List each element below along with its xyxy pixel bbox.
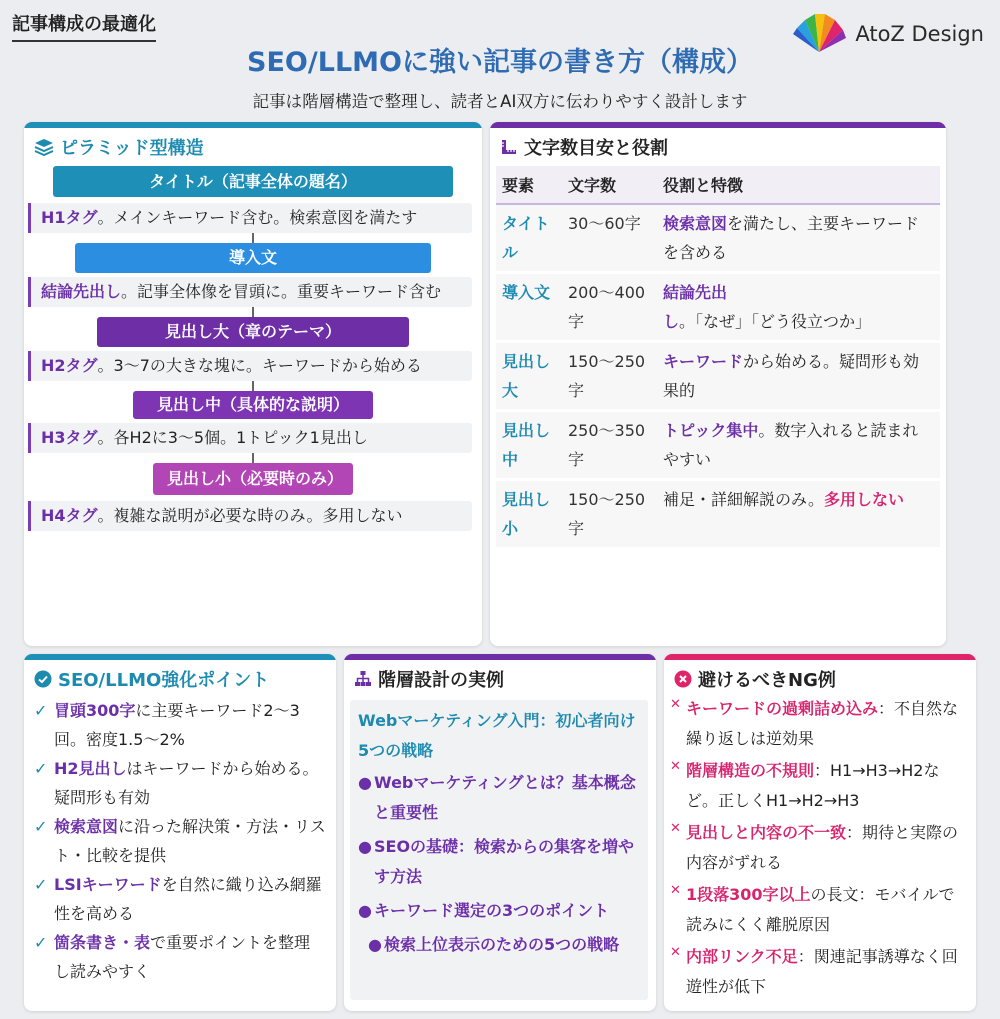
table-cell-role: キーワードから始める。疑問形も効果的	[657, 342, 940, 411]
table-cell-role: 検索意図を満たし、主要キーワードを含める	[657, 204, 940, 273]
length-table-card	[490, 122, 946, 646]
bullet-icon: ●	[368, 935, 382, 954]
list-item: ✓ 冒頭300字に主要キーワード2〜3回。密度1.5〜2%	[34, 696, 326, 754]
layers-icon	[34, 138, 54, 156]
ng-examples-card	[664, 654, 976, 1011]
table-cell-element: タイトル	[496, 204, 562, 273]
pyramid-desc-intro: 結論先出し。記事全体像を冒頭に。重要キーワード含む	[28, 277, 472, 307]
list-item: ✓ LSIキーワードを自然に織り込み網羅性を高める	[34, 870, 326, 928]
table-header: 要素	[496, 166, 562, 204]
list-item: ✕ 階層構造の不規則：H1→H3→H2など。正しくH1→H2→H3	[670, 756, 966, 816]
check-icon: ✓	[34, 759, 48, 778]
table-cell-role: 結論先出し。「なぜ」「どう役立つか」	[657, 273, 940, 342]
x-circle-icon	[674, 670, 692, 688]
x-icon: ✕	[670, 945, 681, 960]
check-icon: ✓	[34, 933, 48, 952]
pyramid-desc-h1: H1タグ。メインキーワード含む。検索意図を満たす	[28, 203, 472, 233]
check-icon: ✓	[34, 817, 48, 836]
list-item: ● Webマーケティングとは？基本概念と重要性	[358, 768, 640, 828]
list-item: ✕ 1段落300字以上の長文：モバイルで読みにくく離脱原因	[670, 880, 966, 940]
list-item: ✓ 検索意図に沿った解決策・方法・リスト・比較を提供	[34, 812, 326, 870]
example-card-title: 階層設計の実例	[344, 660, 656, 692]
hierarchy-example-card	[344, 654, 656, 1011]
x-icon: ✕	[670, 883, 681, 898]
table-row	[496, 273, 940, 342]
table-cell-role: トピック集中。数字入れると読まれやすい	[657, 411, 940, 480]
section-tag: 記事構成の最適化	[12, 10, 156, 42]
x-icon: ✕	[670, 759, 681, 774]
table-header: 文字数	[562, 166, 657, 204]
table-cell-element: 見出し大	[496, 342, 562, 411]
example-heading: Webマーケティング入門：初心者向け5つの戦略	[358, 711, 636, 760]
pyramid-desc-h3: H3タグ。各H2に3〜5個。1トピック1見出し	[28, 423, 472, 453]
page-subtitle: 記事は階層構造で整理し、読者とAI双方に伝わりやすく設計します	[252, 92, 748, 111]
table-cell-length: 250〜350字	[562, 411, 657, 480]
table-card-title: 文字数目安と役割	[490, 128, 946, 160]
pyramid-card	[24, 122, 482, 646]
table-row	[496, 342, 940, 411]
ng-card-title: 避けるべきNG例	[664, 660, 976, 692]
connector-line	[252, 233, 254, 243]
pyramid-level-h2: 見出し大（章のテーマ）	[97, 317, 409, 347]
table-cell-length: 150〜250字	[562, 480, 657, 549]
list-item: ● キーワード選定の3つのポイント	[358, 896, 640, 926]
ruler-icon	[500, 138, 518, 156]
table-cell-element: 導入文	[496, 273, 562, 342]
table-row	[496, 204, 940, 273]
pyramid-desc-h4: H4タグ。複雑な説明が必要な時のみ。多用しない	[28, 501, 472, 531]
example-list	[358, 768, 640, 960]
table-cell-element: 見出し中	[496, 411, 562, 480]
table-cell-length: 30〜60字	[562, 204, 657, 273]
pyramid-card-title: ピラミッド型構造	[24, 128, 482, 160]
pyramid-level-h4: 見出し小（必要時のみ）	[153, 463, 353, 495]
page-title: SEO/LLMOに強い記事の書き方（構成）	[247, 47, 753, 78]
ng-list	[664, 692, 976, 1002]
list-item: ✕ キーワードの過剰詰め込み：不自然な繰り返しは逆効果	[670, 694, 966, 754]
check-icon: ✓	[34, 875, 48, 894]
table-cell-element: 見出し小	[496, 480, 562, 549]
pyramid-level-intro: 導入文	[75, 243, 431, 273]
list-item: ✓ 箇条書き・表で重要ポイントを整理し読みやすく	[34, 928, 326, 986]
seo-card-title: SEO/LLMO強化ポイント	[24, 660, 336, 692]
check-icon: ✓	[34, 701, 48, 720]
connector-line	[252, 307, 254, 317]
table-row	[496, 480, 940, 549]
pyramid-level-title: タイトル（記事全体の題名）	[53, 166, 453, 197]
table-cell-length: 150〜250字	[562, 342, 657, 411]
length-table	[496, 166, 940, 550]
x-icon: ✕	[670, 697, 681, 712]
seo-points-list	[24, 692, 336, 986]
list-item: ✕ 内部リンク不足：関連記事誘導なく回遊性が低下	[670, 942, 966, 1002]
example-box	[350, 700, 648, 1000]
pyramid-desc-h2: H2タグ。3〜7の大きな塊に。キーワードから始める	[28, 351, 472, 381]
sitemap-icon	[354, 670, 372, 688]
pyramid-level-h3: 見出し中（具体的な説明）	[133, 391, 373, 419]
list-item: ● SEOの基礎：検索からの集客を増やす方法	[358, 832, 640, 892]
bullet-icon: ●	[358, 901, 372, 920]
check-circle-icon	[34, 670, 52, 688]
connector-line	[252, 381, 254, 391]
x-icon: ✕	[670, 821, 681, 836]
connector-line	[252, 453, 254, 463]
list-item: ● 検索上位表示のための5つの戦略	[358, 930, 640, 960]
bullet-icon: ●	[358, 773, 372, 792]
seo-points-card	[24, 654, 336, 1011]
table-row	[496, 411, 940, 480]
list-item: ✕ 見出しと内容の不一致：期待と実際の内容がずれる	[670, 818, 966, 878]
list-item: ✓ H2見出しはキーワードから始める。疑問形も有効	[34, 754, 326, 812]
table-header: 役割と特徴	[657, 166, 940, 204]
table-cell-length: 200〜400字	[562, 273, 657, 342]
brand-name: AtoZ Design	[855, 22, 984, 46]
table-cell-role: 補足・詳細解説のみ。多用しない	[657, 480, 940, 549]
bullet-icon: ●	[358, 837, 372, 856]
